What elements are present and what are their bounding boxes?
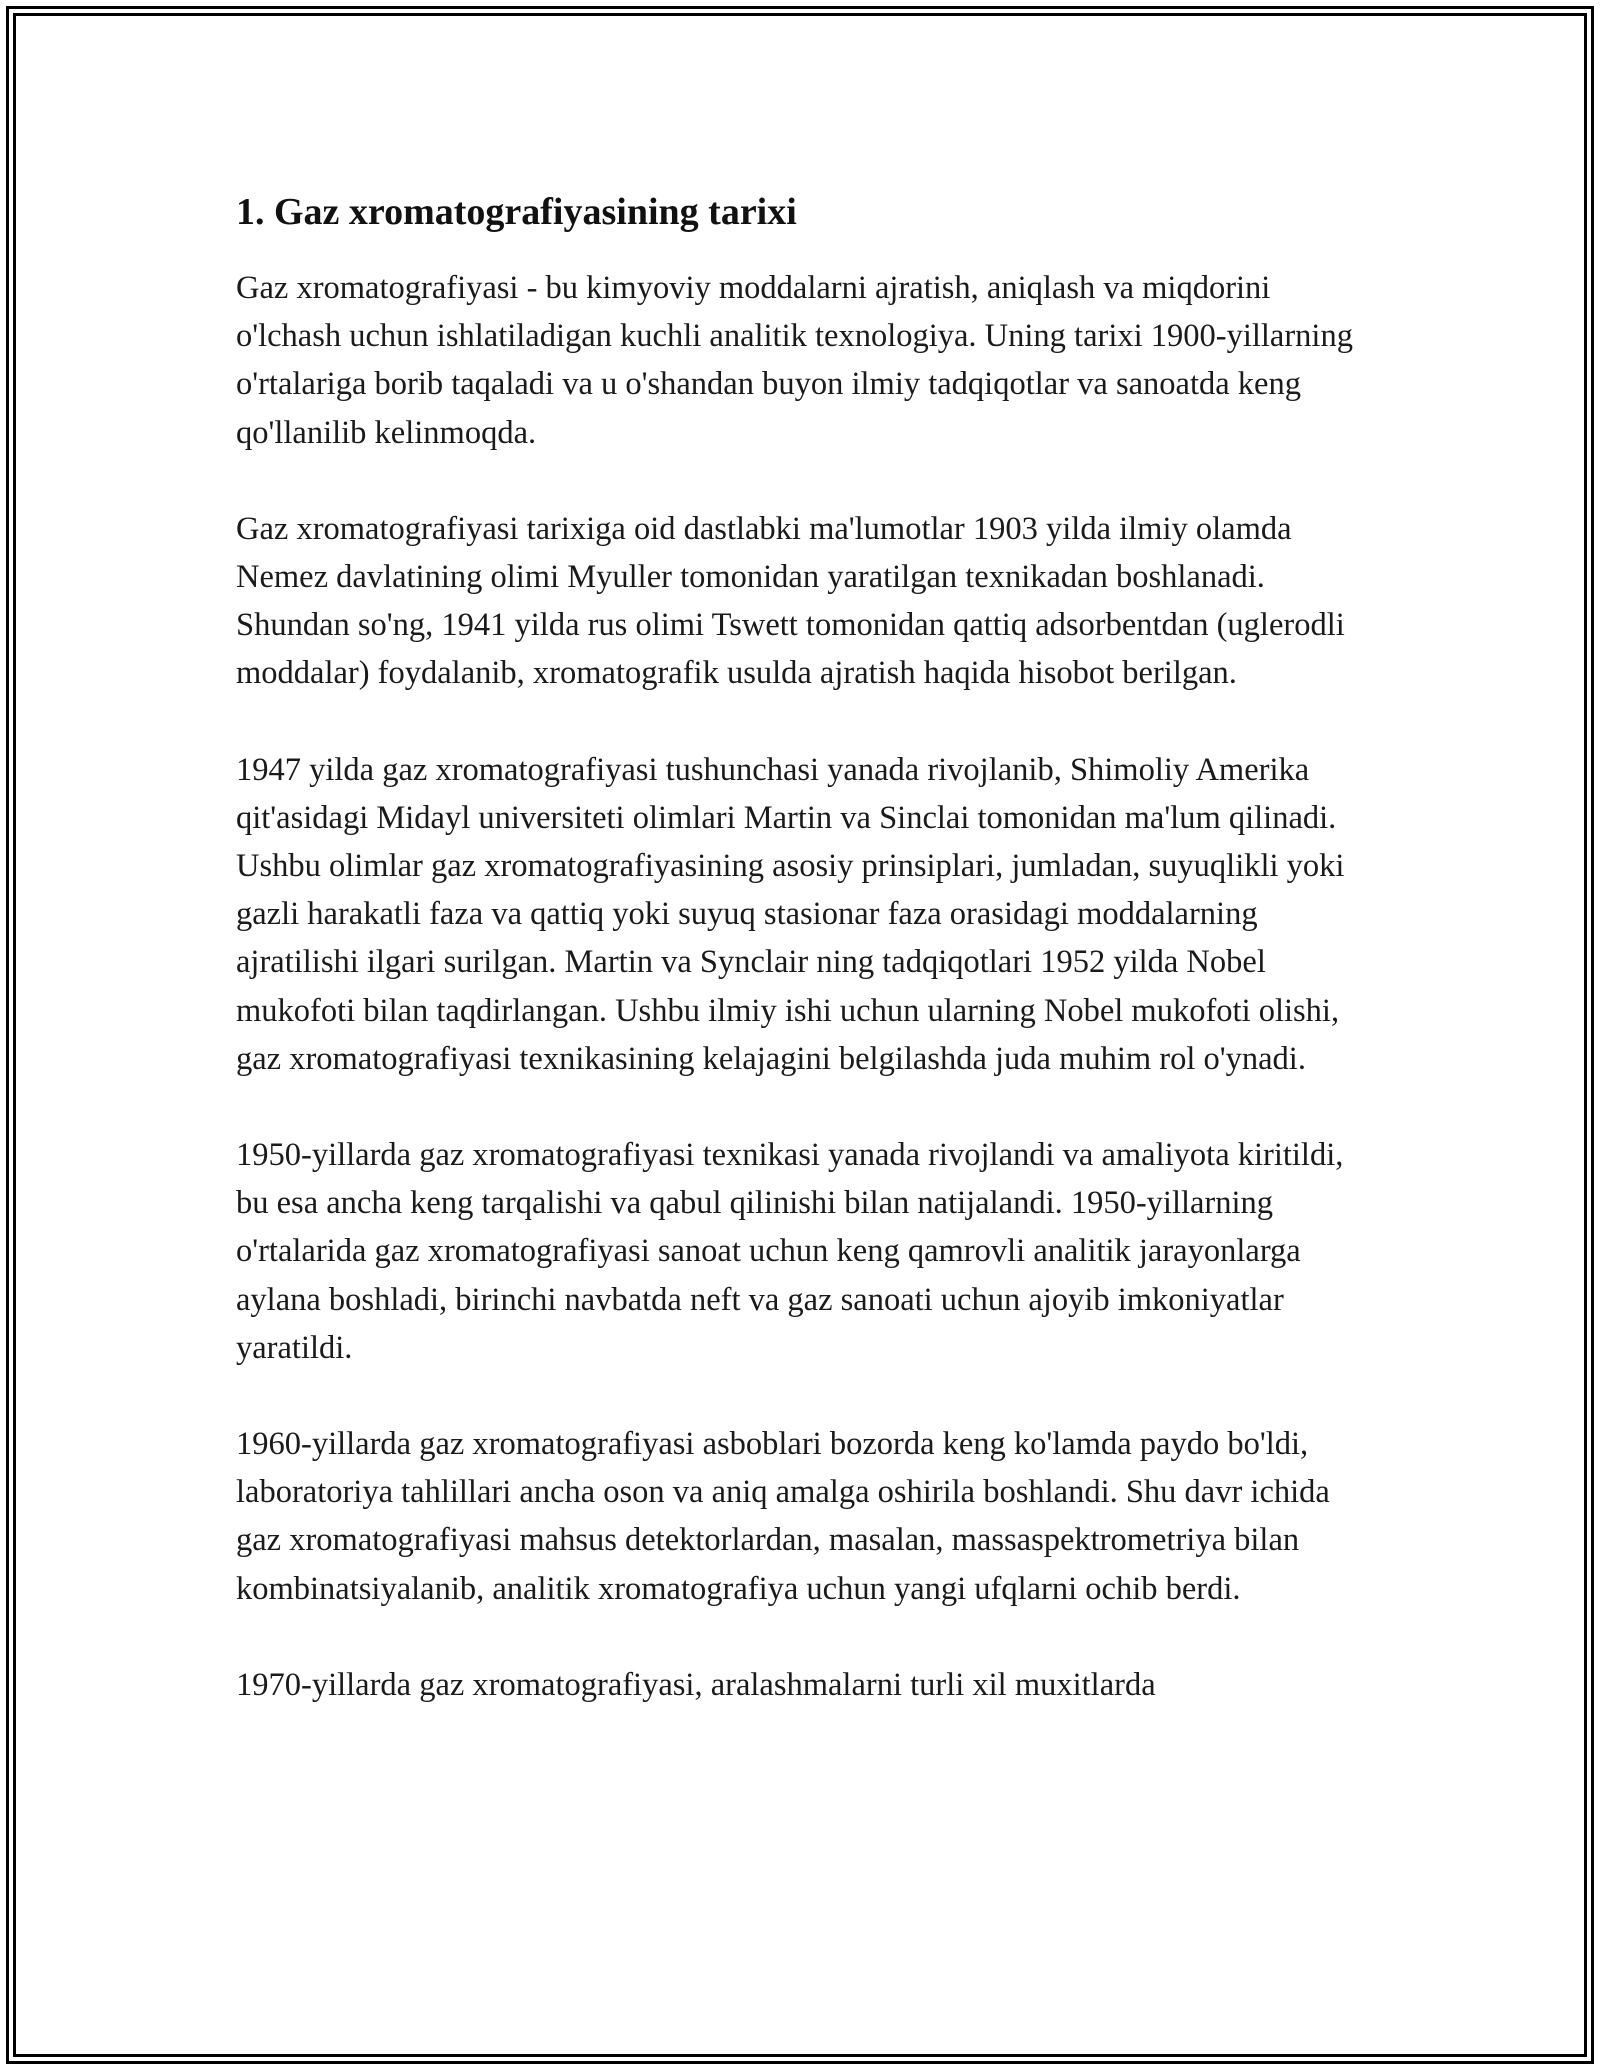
paragraph-1947: 1947 yilda gaz xromatografiyasi tushunchasi yanada rivojlanib, Shimoliy Amerika qit'asidagi Midayl universiteti olimlari Martin va Sinclai tomonidan ma'lum qilinadi. Ushbu olimlar gaz xromatografiyasining asosiy prinsiplari, jumladan, suyuqlikli yoki gazli harakatli faza va qattiq yoki suyuq stasionar faza orasidagi moddalarning ajratilishi ilgari surilgan. Martin va Synclair ning tadqiqotlari 1952 yilda Nobel mukofoti bilan taqdirlangan. Ushbu ilmiy ishi uchun ularning Nobel mukofoti olishi, gaz xromatografiyasi texnikasining kelajagini belgilashda juda muhim rol o'ynadi.	[236, 751, 1345, 1077]
paragraph-intro: Gaz xromatografiyasi - bu kimyoviy moddalarni ajratish, aniqlash va miqdorini o'lchash uchun ishlatiladigan kuchli analitik texnologiya. Uning tarixi 1900-yillarning o'rtalariga borib taqaladi va u o'shandan buyon ilmiy tadqiqotlar va sanoatda keng qo'llanilib kelinmoqda.	[236, 270, 1353, 451]
document-body	[236, 186, 1376, 1757]
document-title: 1. Gaz xromatografiyasining tarixi	[236, 191, 797, 233]
paragraph-1960s: 1960-yillarda gaz xromatografiyasi asboblari bozorda keng ko'lamda paydo bo'ldi, laboratoriya tahlillari ancha oson va aniq amalga oshirila boshlandi. Shu davr ichida gaz xromatografiyasi mahsus detektorlardan, masalan, massaspektrometriya bilan kombinatsiyalanib, analitik xromatografiya uchun yangi ufqlarni ochib berdi.	[236, 1426, 1330, 1607]
paragraph-1970s: 1970-yillarda gaz xromatografiyasi, aralashmalarni turli xil muxitlarda	[236, 1666, 1156, 1703]
paragraph-1950s: 1950-yillarda gaz xromatografiyasi texnikasi yanada rivojlandi va amaliyota kiritildi, bu esa ancha keng tarqalishi va qabul qilinishi bilan natijalandi. 1950-yillarning o'rtalarida gaz xromatografiyasi sanoat uchun keng qamrovli analitik jarayonlarga aylana boshladi, birinchi navbatda neft va gaz sanoati uchun ajoyib imkoniyatlar yaratildi.	[236, 1137, 1344, 1366]
paragraph-early-history: Gaz xromatografiyasi tarixiga oid dastlabki ma'lumotlar 1903 yilda ilmiy olamda Nemez davlatining olimi Myuller tomonidan yaratilgan texnikadan boshlanadi. Shundan so'ng, 1941 yilda rus olimi Tswett tomonidan qattiq adsorbentdan (uglerodli moddalar) foydalanib, xromatografik usulda ajratish haqida hisobot berilgan.	[236, 510, 1345, 692]
